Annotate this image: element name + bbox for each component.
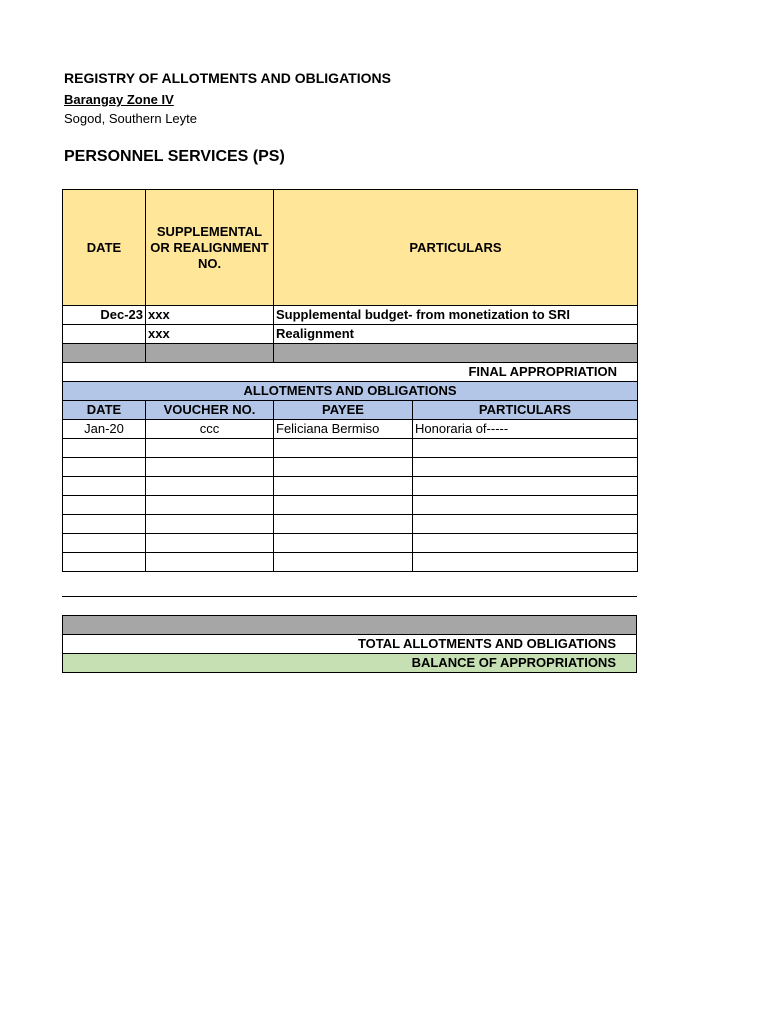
col-header-voucher: VOUCHER NO. [146, 401, 274, 420]
row-date: Jan-20 [63, 420, 146, 439]
row-ref-no: xxx [146, 325, 274, 344]
final-appropriation-row [63, 363, 638, 382]
section-title: PERSONNEL SERVICES (PS) [64, 148, 285, 165]
final-appropriation-label: FINAL APPROPRIATION [63, 363, 638, 382]
allotments-header-row [63, 401, 638, 420]
barangay-name: Barangay Zone IV [64, 92, 174, 107]
col-header-date: DATE [63, 190, 146, 306]
appropriation-header-row [63, 190, 638, 306]
balance-row [63, 654, 637, 673]
row-particulars: Realignment [274, 325, 638, 344]
col-header-particulars: PARTICULARS [413, 401, 638, 420]
separator-row [63, 616, 637, 635]
row-ref-no: xxx [146, 306, 274, 325]
col-header-ref-no: SUPPLEMENTAL OR REALIGNMENT NO. [146, 190, 274, 306]
col-header-payee: PAYEE [274, 401, 413, 420]
appropriation-table [62, 189, 638, 572]
empty-row [63, 496, 638, 515]
balance-label: BALANCE OF APPROPRIATIONS [63, 654, 637, 673]
table-row [63, 306, 638, 325]
document-title: REGISTRY OF ALLOTMENTS AND OBLIGATIONS [64, 70, 391, 86]
row-date [63, 325, 146, 344]
table-row [63, 325, 638, 344]
total-allotments-label: TOTAL ALLOTMENTS AND OBLIGATIONS [63, 635, 637, 654]
separator-row [63, 344, 638, 363]
total-row [63, 635, 637, 654]
row-particulars: Supplemental budget- from monetization to SRI [274, 306, 638, 325]
col-header-date: DATE [63, 401, 146, 420]
empty-row [63, 439, 638, 458]
empty-row [63, 534, 638, 553]
empty-row [63, 515, 638, 534]
table-row [63, 420, 638, 439]
empty-row [63, 477, 638, 496]
row-particulars: Honoraria of----- [413, 420, 638, 439]
divider [62, 596, 637, 597]
location: Sogod, Southern Leyte [64, 111, 197, 126]
col-header-particulars: PARTICULARS [274, 190, 638, 306]
row-date: Dec-23 [63, 306, 146, 325]
totals-table [62, 615, 637, 673]
empty-row [63, 553, 638, 572]
row-voucher: ccc [146, 420, 274, 439]
row-payee: Feliciana Bermiso [274, 420, 413, 439]
allotments-title-row [63, 382, 638, 401]
empty-row [63, 458, 638, 477]
allotments-title: ALLOTMENTS AND OBLIGATIONS [63, 382, 638, 401]
